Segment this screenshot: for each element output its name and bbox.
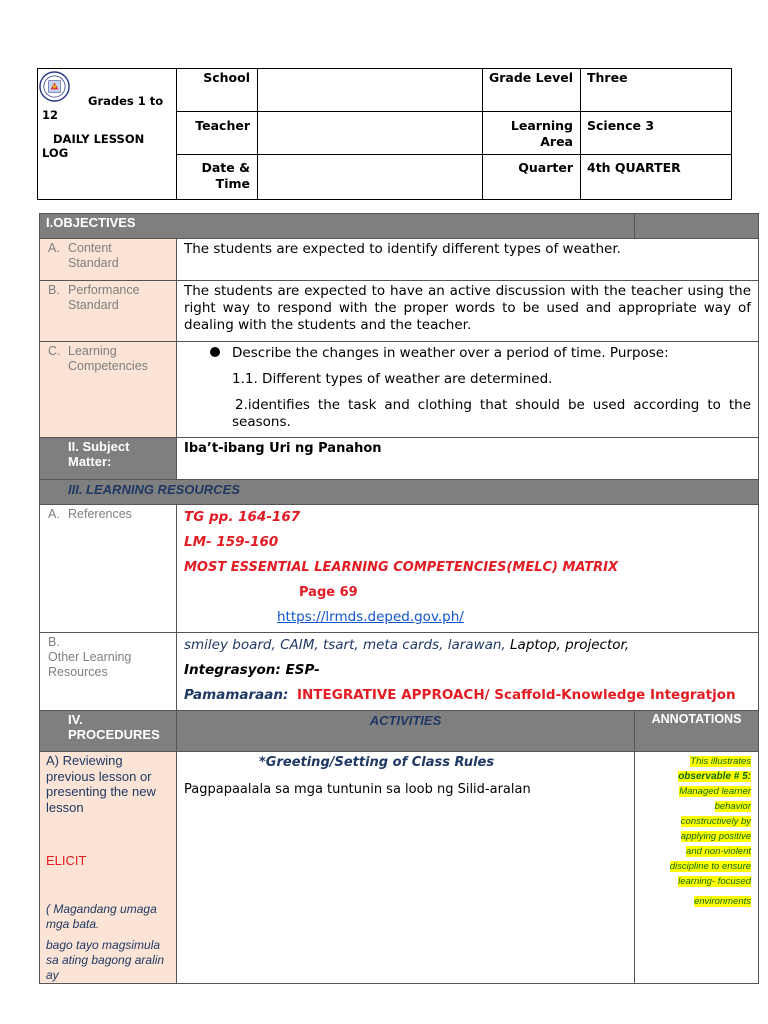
row-a-greeting-1: ( Magandang umaga mga bata. <box>46 901 157 931</box>
annotation-l1: This illustrates <box>690 756 752 767</box>
school-label: School <box>177 69 258 112</box>
learning-competencies-letter: C. <box>48 344 61 358</box>
pamamaraan-value: INTEGRATIVE APPROACH/ Scaffold-Knowledge Integratjon <box>296 687 736 703</box>
date-time-label: Date & Time <box>177 155 258 200</box>
procedures-label: IV. PROCEDURES <box>40 711 177 752</box>
learning-resources-heading <box>40 480 759 505</box>
header-logo-cell <box>38 69 177 200</box>
annotation-l5: constructively by <box>680 816 752 827</box>
references-label <box>40 505 177 633</box>
references-page: Page 69 <box>299 585 358 600</box>
competency-item-2: 2.identifies the task and clothing that should be used according to the seasons. <box>232 397 752 430</box>
grade-level-value[interactable]: Three <box>581 69 732 112</box>
learning-resources-heading-text: III. LEARNING RESOURCES <box>68 482 240 497</box>
learning-area-value[interactable]: Science 3 <box>581 112 732 155</box>
learning-competencies-text <box>177 342 759 438</box>
references-link[interactable]: https://lrmds.deped.gov.ph/ <box>277 609 464 625</box>
date-time-value[interactable] <box>258 155 483 200</box>
other-resources-label-text: Other Learning Resources <box>48 650 132 679</box>
other-resources-text <box>177 633 759 711</box>
grades-label: Grades 1 to <box>88 94 164 108</box>
other-materials-2: Laptop, projector, <box>505 637 630 653</box>
performance-standard-letter: B. <box>48 283 60 297</box>
integrasyon: Integrasyon: ESP- <box>184 662 320 678</box>
references-label-text: References <box>68 507 132 521</box>
row-a-activity-title: *Greeting/Setting of Class Rules <box>259 755 495 770</box>
quarter-value[interactable]: 4th QUARTER <box>581 155 732 200</box>
annotation-l10: environments <box>693 896 752 907</box>
other-resources-label <box>40 633 177 711</box>
row-a-greeting-2: bago tayo magsimula sa ating bagong aralin ay <box>46 937 165 982</box>
row-a-activities-cell <box>177 752 635 984</box>
content-standard-label-text: Content Standard <box>68 241 119 270</box>
learning-competencies-label <box>40 342 177 438</box>
content-standard-label <box>40 239 177 281</box>
activities-heading-text: ACTIVITIES <box>369 713 442 728</box>
row-a-label: A) Reviewing previous lesson or presenting the new lesson <box>46 753 156 815</box>
references-letter: A. <box>48 507 60 521</box>
daily-lesson-log-title <box>43 132 163 160</box>
dll-line2: LOG <box>42 146 69 160</box>
row-a-label-cell <box>40 752 177 984</box>
annotation-l7: and non-violent <box>686 846 752 857</box>
row-a-activity-text: Pagpapaalala sa mga tuntunin sa loob ng Silid-aralan <box>184 782 531 797</box>
quarter-label: Quarter <box>483 155 581 200</box>
school-value[interactable] <box>258 69 483 112</box>
references-lm: LM- 159-160 <box>184 534 279 550</box>
other-materials: smiley board, CAIM, tsart, meta cards, larawan, <box>184 637 506 653</box>
performance-standard-label <box>40 281 177 342</box>
annotation-l4: behavior <box>714 801 752 812</box>
bullet-icon <box>210 347 220 357</box>
annotation-l8: discipline to ensure <box>669 861 752 872</box>
grade-level-label: Grade Level <box>483 69 581 112</box>
header-table <box>37 68 732 200</box>
annotation-l3: Managed learner <box>679 786 752 797</box>
row-a-annotation-cell <box>635 752 759 984</box>
subject-matter-value: Iba’t-ibang Uri ng Panahon <box>177 438 759 480</box>
objectives-heading-annotation <box>635 214 759 239</box>
row-a-elicit: ELICIT <box>46 853 87 868</box>
performance-standard-text: The students are expected to have an active discussion with the teacher using the right way to respond with the proper words to be used and appropriate way of dealing with the students and the teacher. <box>177 281 759 342</box>
learning-competencies-label-text: Learning Competencies <box>68 344 148 373</box>
references-text <box>177 505 759 633</box>
subject-matter-label: II. Subject Matter: <box>40 438 177 480</box>
content-standard-letter: A. <box>48 241 60 255</box>
annotation-l2: observable # 5: <box>678 771 752 782</box>
teacher-value[interactable] <box>258 112 483 155</box>
annotation-l9: learning- focused <box>678 876 752 887</box>
references-tg: TG pp. 164-167 <box>184 509 301 525</box>
deped-seal-icon <box>39 71 70 102</box>
annotation-l6: applying positive <box>680 831 752 842</box>
dll-line1: DAILY LESSON <box>53 132 145 146</box>
learning-area-label: Learning Area <box>483 112 581 155</box>
teacher-label: Teacher <box>177 112 258 155</box>
performance-standard-label-text: Performance Standard <box>68 283 140 312</box>
competency-bullet: Describe the changes in weather over a period of time. Purpose: <box>232 345 669 361</box>
other-resources-letter: B. <box>48 635 60 649</box>
competency-item-1: 1.1. Different types of weather are determined. <box>232 371 553 387</box>
grades-twelve: 12 <box>42 108 59 122</box>
lesson-table <box>39 213 759 984</box>
content-standard-text: The students are expected to identify different types of weather. <box>177 239 759 281</box>
annotations-heading: ANNOTATIONS <box>635 711 759 752</box>
objectives-heading: I.OBJECTIVES <box>40 214 635 239</box>
activities-heading <box>177 711 635 752</box>
pamamaraan-label: Pamamaraan: <box>184 687 289 703</box>
references-melc: MOST ESSENTIAL LEARNING COMPETENCIES(MELC) MATRIX <box>184 560 618 575</box>
